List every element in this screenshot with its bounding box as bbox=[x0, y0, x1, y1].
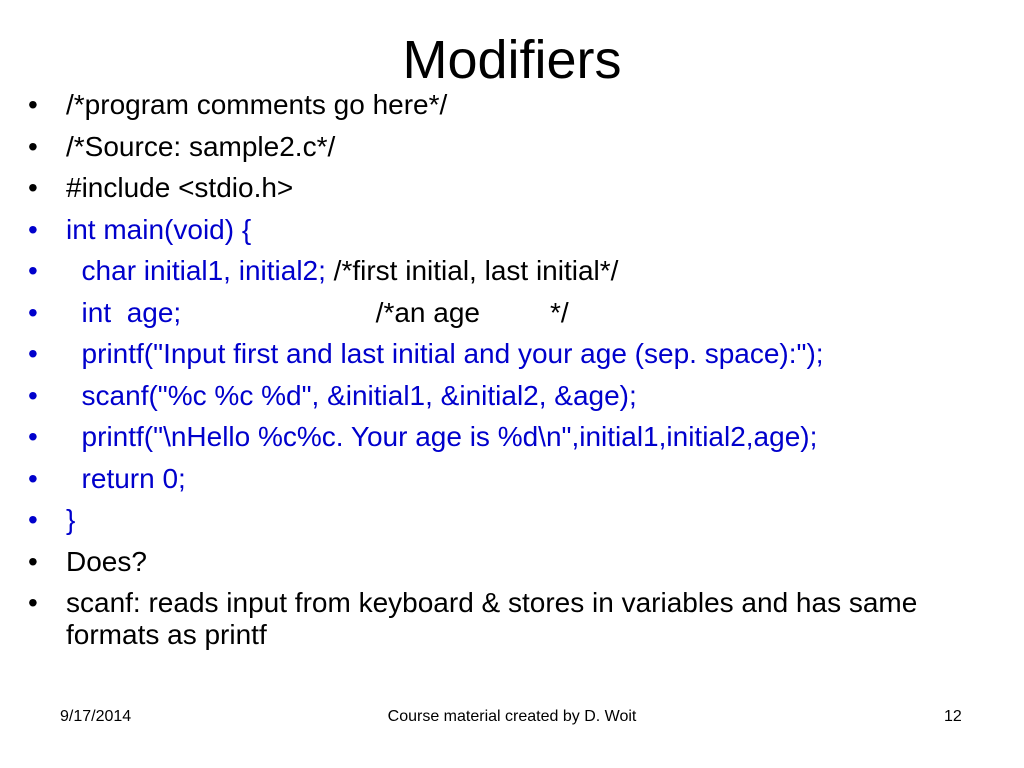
bullet-dot-icon: • bbox=[28, 255, 38, 286]
bullet-text bbox=[66, 504, 75, 535]
bullet-dot-icon: • bbox=[28, 587, 38, 618]
bullet-item bbox=[28, 333, 988, 375]
footer-page-number: 12 bbox=[944, 708, 962, 725]
bullet-dot-icon: • bbox=[28, 462, 38, 494]
bullet-segment: return 0; bbox=[66, 462, 186, 494]
bullet-item bbox=[28, 458, 988, 500]
bullet-text bbox=[66, 463, 186, 494]
bullet-dot-icon: • bbox=[28, 130, 38, 162]
bullet-dot-icon: • bbox=[28, 545, 38, 577]
bullet-dot-icon: • bbox=[28, 89, 38, 120]
bullet-item bbox=[28, 126, 988, 168]
bullet-segment: /*program comments go here*/ bbox=[66, 89, 448, 120]
bullet-dot-icon: • bbox=[28, 296, 38, 328]
bullet-dot-icon: • bbox=[28, 172, 38, 203]
bullet-dot-icon: • bbox=[28, 504, 38, 535]
bullet-list bbox=[28, 84, 988, 651]
bullet-segment: int main(void) { bbox=[66, 213, 252, 245]
bullet-segment: scanf: reads input from keyboard & stores in variables and has same formats as printf bbox=[66, 587, 918, 650]
bullet-segment: } bbox=[66, 504, 76, 535]
bullet-dot-icon: • bbox=[28, 213, 38, 245]
bullet-item bbox=[28, 84, 988, 126]
bullet-segment: printf("Input first and last initial and your age (sep. space):"); bbox=[66, 338, 824, 369]
bullet-dot-icon: • bbox=[28, 421, 38, 452]
bullet-segment: /*Source: sample2.c*/ bbox=[66, 130, 336, 162]
bullet-text bbox=[66, 214, 251, 245]
bullet-text bbox=[66, 255, 618, 286]
bullet-item bbox=[28, 416, 988, 458]
bullet-item bbox=[28, 541, 988, 583]
bullet-text bbox=[66, 421, 817, 452]
bullet-segment: /*first initial, last initial*/ bbox=[325, 255, 619, 286]
bullet-text bbox=[66, 297, 569, 328]
bullet-item bbox=[28, 375, 988, 417]
bullet-text bbox=[66, 131, 335, 162]
slide-title: Modifiers bbox=[402, 30, 622, 90]
bullet-segment: Does? bbox=[66, 545, 147, 577]
bullet-item bbox=[28, 292, 988, 334]
bullet-text bbox=[66, 338, 824, 369]
bullet-dot-icon: • bbox=[28, 338, 38, 369]
bullet-item bbox=[28, 582, 988, 651]
bullet-text bbox=[66, 546, 147, 577]
bullet-dot-icon: • bbox=[28, 379, 38, 411]
bullet-segment: /*an age */ bbox=[181, 296, 569, 328]
bullet-item bbox=[28, 209, 988, 251]
bullet-segment: #include <stdio.h> bbox=[66, 172, 294, 203]
bullet-segment: int age; bbox=[66, 296, 182, 328]
bullet-text bbox=[66, 380, 637, 411]
bullet-item bbox=[28, 250, 988, 292]
bullet-segment: printf("\nHello %c%c. Your age is %d\n",initial1,initial2,age); bbox=[66, 421, 818, 452]
footer-date: 9/17/2014 bbox=[60, 708, 132, 725]
bullet-text bbox=[66, 587, 917, 650]
bullet-text bbox=[66, 89, 447, 120]
footer-credit: Course material created by D. Woit bbox=[387, 708, 637, 725]
bullet-segment: scanf("%c %c %d", &initial1, &initial2, &age); bbox=[66, 379, 637, 411]
bullet-segment: char initial1, initial2; bbox=[66, 255, 326, 286]
bullet-item bbox=[28, 499, 988, 541]
bullet-text bbox=[66, 172, 293, 203]
bullet-item bbox=[28, 167, 988, 209]
